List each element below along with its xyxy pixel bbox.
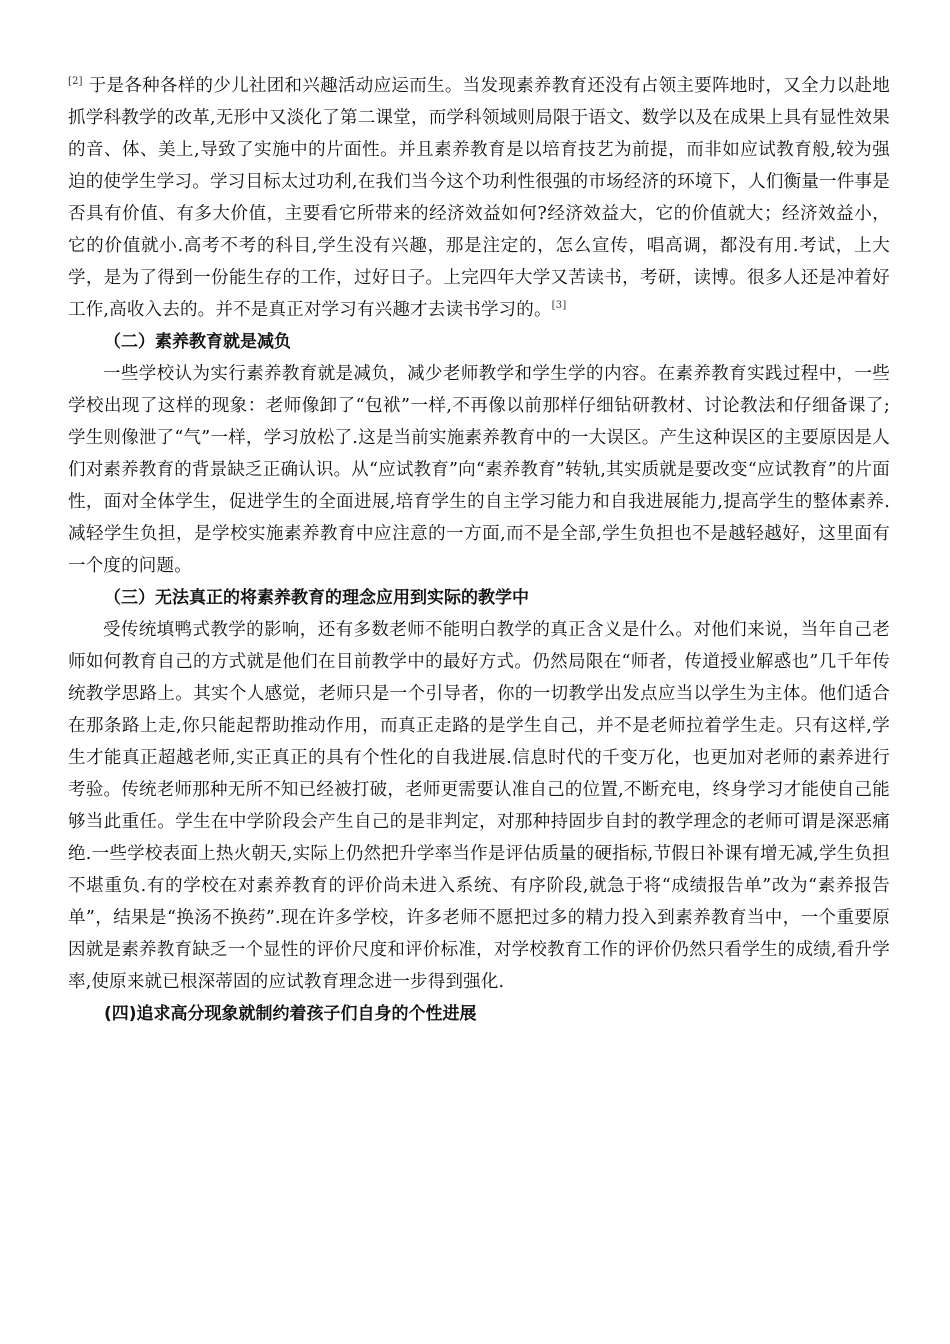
- citation-2: [2]: [68, 76, 83, 87]
- paragraph-2: 一些学校认为实行素养教育就是减负，减少老师教学和学生学的内容。在素养教育实践过程中，一些学校出现了这样的现象：老师像卸了“包袱”一样,不再像以前那样仔细钻研教材、讨论教法和仔细备课了;学生则像泄了“气”一样，学习放松了.这是当前实施素养教育中的一大误区。产生这种误区的主要原因是人们对素养教育的背景缺乏正确认识。从“应试教育”向“素养教育”转轨,其实质就是要改变“应试教育”的片面性，面对全体学生，促进学生的全面进展,培育学生的自主学习能力和自我进展能力,提高学生的整体素养.减轻学生负担，是学校实施素养教育中应注意的一方面,而不是全部,学生负担也不是越轻越好，这里面有一个度的问题。: [68, 364, 890, 576]
- paragraph-1: [68, 70, 890, 326]
- paragraph-1-text: 于是各种各样的少儿社团和兴趣活动应运而生。当发现素养教育还没有占领主要阵地时，又全力以赴地抓学科教学的改革,无形中又淡化了第二课堂，而学科领域则局限于语文、数学以及在成果上具有显性效果的音、体、美上,导致了实施中的片面性。并且素养教育是以培育技艺为前提，而非如应试教育般,较为强迫的使学生学习。学习目标太过功利,在我们当今这个功利性很强的市场经济的环境下，人们衡量一件事是否具有价值、有多大价值，主要看它所带来的经济效益如何?经济效益大，它的价值就大；经济效益小，它的价值就小.高考不考的科目,学生没有兴趣，那是注定的，怎么宣传，唱高调，都没有用.考试，上大学，是为了得到一份能生存的工作，过好日子。上完四年大学又苦读书，考研，读博。很多人还是冲着好工作,高收入去的。并不是真正对学习有兴趣才去读书学习的。: [68, 76, 890, 320]
- section-heading-4: (四)追求高分现象就制约着孩子们自身的个性进展: [104, 1004, 477, 1024]
- paragraph-3: 受传统填鸭式教学的影响，还有多数老师不能明白教学的真正含义是什么。对他们来说，当年自己老师如何教育自己的方式就是他们在目前教学中的最好方式。仍然局限在“师者，传道授业解惑也”几千年传统教学思路上。其实个人感觉，老师只是一个引导者，你的一切教学出发点应当以学生为主体。他们适合在那条路上走,你只能起帮助推动作用，而真正走路的是学生自己，并不是老师拉着学生走。只有这样,学生才能真正超越老师,实正真正的具有个性化的自我进展.信息时代的千变万化，也更加对老师的素养进行考验。传统老师那种无所不知已经被打破，老师更需要认准自己的位置,不断充电，终身学习才能使自己能够当此重任。学生在中学阶段会产生自己的是非判定，对那种持固步自封的教学理念的老师可谓是深恶痛绝.一些学校表面上热火朝天,实际上仍然把升学率当作是评估质量的硬指标,节假日补课有增无减,学生负担不堪重负.有的学校在对素养教育的评价尚未进入系统、有序阶段,就急于将“成绩报告单”改为“素养报告单”，结果是“换汤不换药”.现在许多学校，许多老师不愿把过多的精力投入到素养教育当中，一个重要原因就是素养教育缺乏一个显性的评价尺度和评价标准，对学校教育工作的评价仍然只看学生的成绩,看升学率,使原来就已根深蒂固的应试教育理念进一步得到强化.: [68, 620, 890, 992]
- citation-3: [3]: [551, 300, 567, 311]
- section-heading-3: （三）无法真正的将素养教育的理念应用到实际的教学中: [104, 588, 529, 608]
- document-page: [68, 70, 890, 1030]
- section-heading-2: （二）素养教育就是减负: [104, 332, 291, 352]
